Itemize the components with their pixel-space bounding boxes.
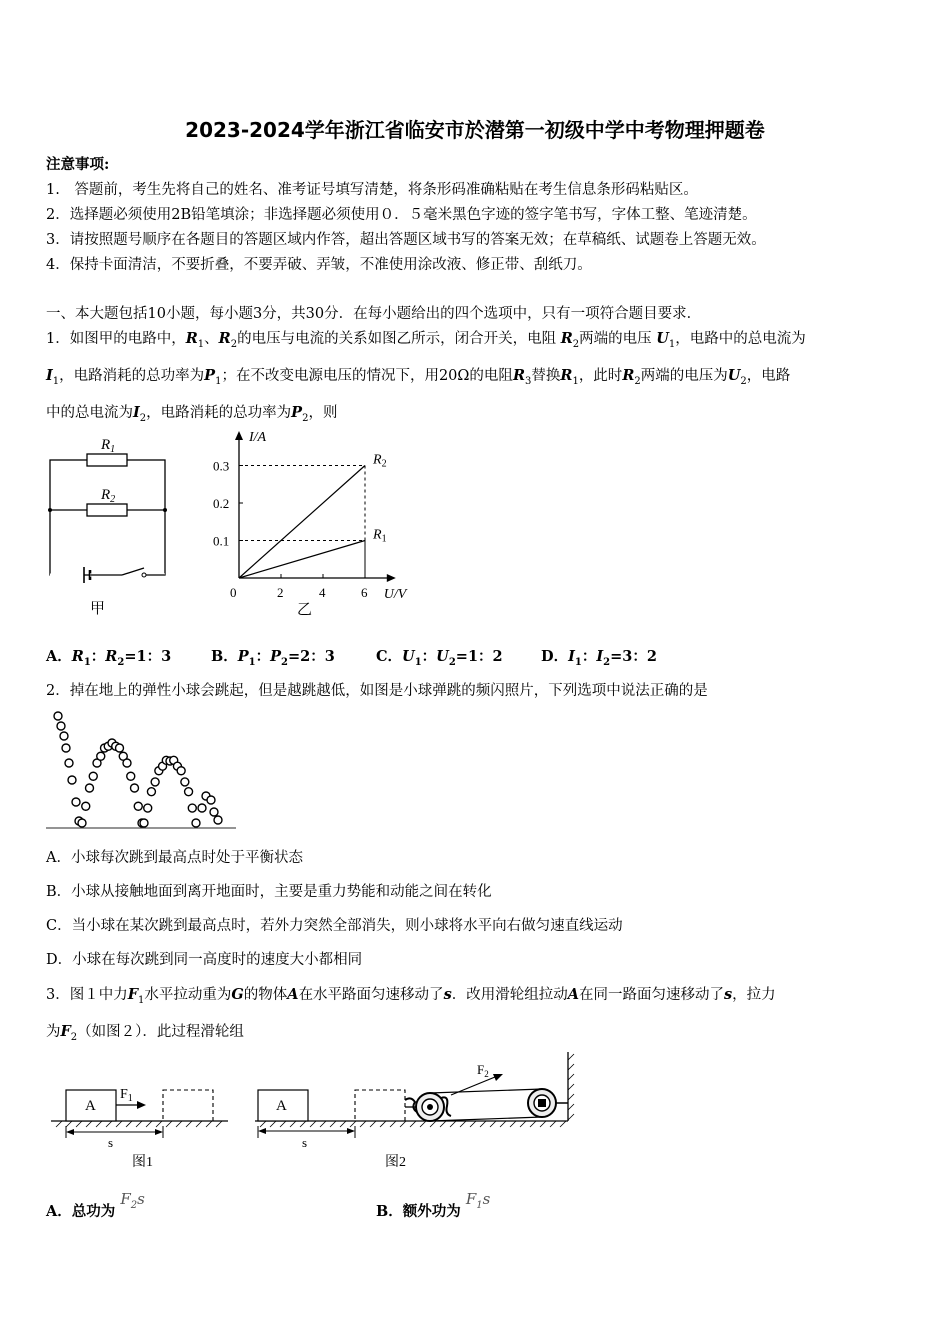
- note-item-2: 2．选择题必须使用2B铅笔填涂；非选择题必须使用０．５毫米黑色字迹的签字笔书写，字体工整、笔迹清楚。: [46, 207, 757, 223]
- q1-option-d[interactable]: D．$I_1$：$I_2=3$：2: [541, 648, 657, 668]
- q1-line1: 1．如图甲的电路中，$R_1$、$R_2$的电压与电流的关系如图乙所示，闭合开关，电阻 $R_2$两端的电压 $U_1$，电路中的总电流为: [46, 330, 806, 350]
- ball: [144, 804, 152, 812]
- circuit-caption: 甲: [90, 601, 106, 617]
- circuit-r2-label: $R_2$: [101, 487, 116, 505]
- bouncing-ball-photo: [46, 708, 241, 833]
- ball: [210, 808, 218, 816]
- x-axis-arrow: [387, 574, 396, 582]
- ball: [60, 732, 68, 740]
- note-item-4: 4．保持卡面清洁，不要折叠，不要弄破、弄皱，不准使用涂改液、修正带、刮纸刀。: [46, 257, 592, 273]
- q1-option-a[interactable]: A．$R_1$：$R_2=1$：3: [46, 648, 172, 668]
- chart-caption: 乙: [297, 602, 313, 618]
- ball: [97, 752, 105, 760]
- fig2-force-label: $F_2$: [477, 1062, 489, 1079]
- ball: [198, 804, 206, 812]
- fig1-caption: 图1: [132, 1155, 153, 1170]
- ball: [82, 802, 90, 810]
- figure-1-diagram: [46, 1080, 236, 1175]
- ball: [123, 759, 131, 767]
- circuit-diagram: [40, 435, 180, 620]
- fig2-block-label: A: [276, 1098, 287, 1114]
- note-item-3: 3．请按照题号顺序在各题目的答题区域内作答，超出答题区域书写的答案无效；在草稿纸、试题卷上答题无效。: [46, 232, 766, 248]
- note-item-1: 1. 答题前，考生先将自己的姓名、准考证号填写清楚，将条形码准确粘贴在考生信息条形码粘贴区。: [46, 182, 698, 198]
- q3-option-b-formula: $F_1s$: [465, 1190, 491, 1211]
- q3-option-a-formula: $F_2s$: [120, 1190, 145, 1211]
- y-axis-arrow: [235, 431, 243, 440]
- ball: [147, 788, 155, 796]
- ball: [57, 722, 65, 730]
- ball: [72, 798, 80, 806]
- q2-option-d[interactable]: D．小球在每次跳到同一高度时的速度大小都相同: [46, 952, 363, 968]
- x-axis-label: U/V: [383, 587, 407, 602]
- ball: [78, 819, 86, 827]
- iv-chart: [205, 430, 425, 620]
- q2-stem: 2．掉在地上的弹性小球会跳起，但是越跳越低，如图是小球弹跳的频闪照片，下列选项中说法正确的是: [46, 683, 708, 699]
- fig2-distance-label: s: [302, 1135, 308, 1150]
- ball: [188, 804, 196, 812]
- ball: [192, 819, 200, 827]
- ball: [68, 776, 76, 784]
- q1-option-b[interactable]: B．$P_1$：$P_2=2$：3: [211, 648, 335, 668]
- ball: [127, 772, 135, 780]
- ball: [86, 784, 94, 792]
- ball: [177, 767, 185, 775]
- ball: [62, 744, 70, 752]
- q2-option-b[interactable]: B．小球从接触地面到离开地面时，主要是重力势能和动能之间在转化: [46, 884, 492, 900]
- x-tick-label: 4: [319, 585, 326, 600]
- ball: [214, 816, 222, 824]
- q2-option-a[interactable]: A．小球每次跳到最高点时处于平衡状态: [46, 850, 303, 866]
- ball: [207, 796, 215, 804]
- y-tick-label: 0.1: [213, 533, 230, 549]
- ball: [89, 772, 97, 780]
- x-tick-label: 6: [361, 585, 368, 600]
- ball: [116, 744, 124, 752]
- series-label-r2: $R_2$: [373, 452, 387, 470]
- x-tick-label: 0: [230, 585, 237, 600]
- notes-heading: 注意事项:: [46, 156, 110, 173]
- fig1-force-label: $F_1$: [120, 1087, 133, 1104]
- y-tick-label: 0.2: [213, 496, 230, 511]
- fig1-distance-label: s: [108, 1135, 114, 1150]
- q1-option-c[interactable]: C．$U_1$：$U_2=1$：2: [376, 648, 503, 668]
- x-tick-label: 2: [277, 585, 284, 600]
- figure-2-diagram: [255, 1050, 580, 1175]
- q3-line1: 3．图１中力$F_1$水平拉动重为G的物体A在水平路面匀速移动了s．改用滑轮组拉动A在同一路面匀速移动了s，拉力: [46, 986, 776, 1006]
- ball: [131, 784, 139, 792]
- fig1-block-label: A: [85, 1098, 96, 1114]
- ball: [134, 802, 142, 810]
- circuit-r1-label: $R_1$: [101, 437, 116, 455]
- ball: [181, 778, 189, 786]
- y-axis-label: I/A: [249, 430, 267, 445]
- q3-line2: 为$F_2$（如图２）．此过程滑轮组: [46, 1023, 244, 1043]
- q1-line2: $I_1$，电路消耗的总功率为$P_1$；在不改变电源电压的情况下，用20Ω的电阻$R_3$替换$R_1$，此时$R_2$两端的电压为$U_2$，电路: [46, 367, 791, 387]
- section-heading: 一、本大题包括10小题，每小题3分，共30分．在每小题给出的四个选项中，只有一项符合题目要求．: [46, 306, 702, 322]
- q1-line3: 中的总电流为$I_2$，电路消耗的总功率为$P_2$，则: [46, 404, 338, 424]
- q3-option-b[interactable]: B．额外功为 $F_1s$: [376, 1190, 491, 1220]
- series-line-r2: [239, 466, 365, 579]
- ball: [140, 819, 148, 827]
- ball: [151, 778, 159, 786]
- q3-option-a[interactable]: A．总功为 $F_2s$: [46, 1190, 145, 1220]
- ball: [65, 759, 73, 767]
- page-title: 2023-2024学年浙江省临安市於潜第一初级中学中考物理押题卷: [185, 118, 765, 142]
- series-label-r1: $R_1$: [373, 527, 387, 545]
- ball: [54, 712, 62, 720]
- y-tick-label: 0.3: [213, 458, 230, 474]
- ball: [185, 788, 193, 796]
- fig2-caption: 图2: [385, 1155, 406, 1170]
- series-line-r1: [239, 541, 365, 579]
- q2-option-c[interactable]: C．当小球在某次跳到最高点时，若外力突然全部消失，则小球将水平向右做匀速直线运动: [46, 918, 623, 934]
